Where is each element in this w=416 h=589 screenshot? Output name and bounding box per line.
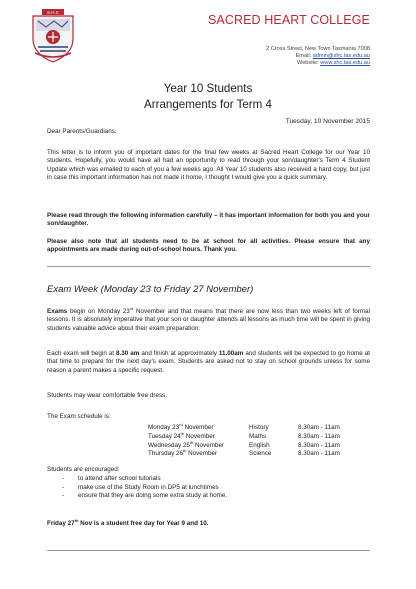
schedule-time: 8.30am - 11am xyxy=(298,424,340,431)
schedule-date: Wednesday 25th November xyxy=(148,439,225,449)
title-line-1: Year 10 Students xyxy=(163,82,253,95)
friday-sup: th xyxy=(74,518,79,523)
list-item-text: ensure that they are doing some extra study at home. xyxy=(78,492,228,500)
dress-note: Students may wear comfortable free dress. xyxy=(47,392,168,399)
college-address: 2 Cross Street, New Town Tasmania 7008 xyxy=(266,46,370,52)
salutation: Dear Parents/Guardians, xyxy=(47,128,117,135)
schedule-row xyxy=(148,433,340,442)
email-link[interactable]: admin@shc.tas.edu.au xyxy=(312,53,370,59)
schedule-subject: English xyxy=(249,441,270,449)
list-item xyxy=(62,475,227,484)
email-label: Email: xyxy=(295,53,312,59)
email-line xyxy=(296,53,370,59)
start-time: 8.30 am xyxy=(116,350,140,357)
schedule-date: Tuesday 24th November xyxy=(148,430,215,440)
exams-sup: rd xyxy=(129,306,134,311)
website-line xyxy=(297,60,370,66)
encouraged-label: Students are encouraged: xyxy=(47,466,120,473)
list-dash: - xyxy=(62,475,65,482)
exams-text-1: begin on Monday 23 xyxy=(67,308,130,315)
intro-paragraph: This letter is to inform you of important dates for the final few weeks at Sacred Heart College for our Year 10 students. Hopefully, you would have all had an opportunity to read through your son/daughter's Term 4 Student Update which was emailed to each of you a few weeks ago. All Year 10 students also received a hard copy, but just in case this important information has not made it home, I thought I would give you a quick summary. xyxy=(47,149,370,182)
crest-lettering: S.H.C xyxy=(46,10,60,15)
times-text-1: Each exam will begin at xyxy=(47,350,117,357)
exam-times-paragraph xyxy=(47,350,370,375)
schedule-row xyxy=(148,424,340,433)
schedule-subject: Maths xyxy=(249,432,267,440)
encouraged-list xyxy=(62,475,227,501)
website-label: Website: xyxy=(297,60,319,66)
schedule-subject: History xyxy=(249,424,269,431)
exams-paragraph xyxy=(47,308,370,333)
section-divider-bottom xyxy=(47,550,370,551)
friday-text-1: Friday 27 xyxy=(47,520,75,527)
list-item xyxy=(62,484,227,493)
section-divider-top xyxy=(47,266,370,267)
college-crest-logo xyxy=(30,9,76,63)
list-item-text: to attend after school tutorials xyxy=(78,475,161,482)
friday-note xyxy=(47,520,370,528)
schedule-row xyxy=(148,450,340,459)
section-title: Exam Week (Monday 23 to Friday 27 November) xyxy=(47,284,254,295)
letter-date: Tuesday, 10 November 2015 xyxy=(285,118,370,125)
schedule-time: 8.30am - 11am xyxy=(298,441,340,449)
list-dash: - xyxy=(62,492,65,500)
list-item xyxy=(62,492,227,501)
schedule-date: Monday 23rd November xyxy=(148,422,214,431)
exam-schedule-table xyxy=(148,424,340,459)
college-name: SACRED HEART COLLEGE xyxy=(207,13,370,27)
schedule-time: 8.30am - 11am xyxy=(298,450,340,458)
schedule-subject: Science xyxy=(249,450,272,458)
exams-text-2: November and that means that there are now less than two weeks left of formal lessons. It is absolutely imperative that your son or daughter attends all lessons as much time will be spent in giving students valuable advice about their exam preparation. xyxy=(47,308,370,332)
times-text-3: and students will be expected to go home at that time to prepare for the next day's exam. Students are asked not to stay on school grounds unless for some reason a parent makes a specific request. xyxy=(47,350,370,374)
list-dash: - xyxy=(62,483,65,491)
friday-text-2: Nov is a student free day for Year 9 and 10. xyxy=(78,520,209,527)
schedule-date: Thursday 26th November xyxy=(148,448,218,458)
exams-lead: Exams xyxy=(47,308,68,315)
times-text-2: and finish at approximately xyxy=(139,350,219,357)
exam-schedule xyxy=(148,424,340,459)
finish-time: 11.00am xyxy=(218,350,244,357)
website-link[interactable]: www.shc.tas.edu.au xyxy=(320,60,370,66)
schedule-time: 8.30am - 11am xyxy=(298,432,340,440)
title-line-2: Arrangements for Term 4 xyxy=(143,98,272,111)
notice-attendance: Please also note that all students need to be at school for all activities. Please ensure that any appointments are made during out-of-school hours. Thank you. xyxy=(47,238,370,254)
schedule-label: The Exam schedule is: xyxy=(47,413,111,420)
notice-read-carefully: Please read through the following information carefully – it has important information for both you and your son/daughter. xyxy=(47,212,370,228)
list-item-text: make use of the Study Room in DP5 at lunchtimes xyxy=(78,483,219,491)
